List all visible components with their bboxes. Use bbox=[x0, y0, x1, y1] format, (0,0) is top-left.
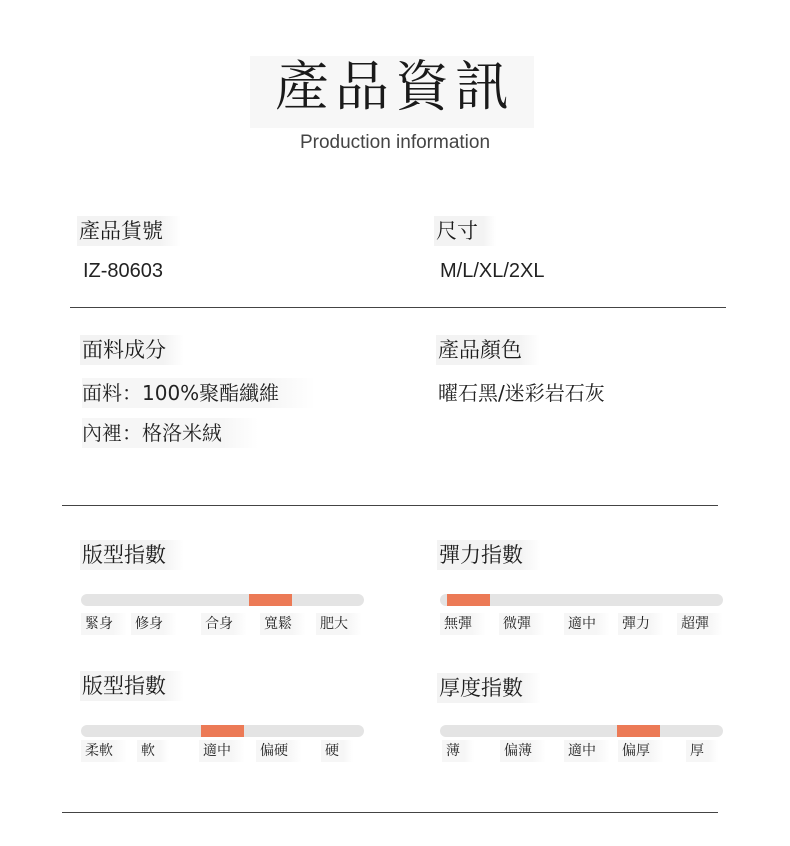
thickness-tick-2: 偏薄 bbox=[500, 740, 546, 762]
size-label: 尺寸 bbox=[434, 216, 496, 246]
thickness-index-track bbox=[440, 725, 723, 737]
softness-tick-5: 硬 bbox=[321, 740, 353, 762]
fit-tick-3: 合身 bbox=[201, 613, 247, 635]
elasticity-index-track bbox=[440, 594, 723, 606]
elasticity-tick-4: 彈力 bbox=[618, 613, 664, 635]
softness-index-fill bbox=[201, 725, 244, 737]
elasticity-tick-1: 無彈 bbox=[440, 613, 486, 635]
thickness-index-title: 厚度指數 bbox=[437, 673, 541, 703]
color-value: 曜石黑/迷彩岩石灰 bbox=[438, 381, 605, 405]
sku-value: IZ-80603 bbox=[83, 260, 164, 282]
softness-index-track bbox=[81, 725, 364, 737]
elasticity-index-title: 彈力指數 bbox=[437, 540, 541, 570]
page-title: 產品資訊 bbox=[275, 55, 515, 118]
softness-tick-2: 軟 bbox=[137, 740, 169, 762]
softness-tick-1: 柔軟 bbox=[81, 740, 127, 762]
elasticity-tick-3: 適中 bbox=[564, 613, 610, 635]
fit-index-title: 版型指數 bbox=[80, 540, 184, 570]
fit-index-scale bbox=[81, 613, 364, 637]
softness-index-title: 版型指數 bbox=[80, 671, 184, 701]
thickness-index-scale bbox=[440, 740, 723, 764]
fit-index-track bbox=[81, 594, 364, 606]
elasticity-tick-5: 超彈 bbox=[677, 613, 723, 635]
softness-tick-3: 適中 bbox=[199, 740, 245, 762]
page-subtitle: Production information bbox=[299, 132, 491, 153]
fit-tick-1: 緊身 bbox=[81, 613, 127, 635]
sku-label: 產品貨號 bbox=[77, 216, 181, 246]
thickness-index-fill bbox=[617, 725, 660, 737]
divider bbox=[62, 505, 718, 506]
softness-index-scale bbox=[81, 740, 364, 764]
fit-index-fill bbox=[249, 594, 292, 606]
thickness-tick-5: 厚 bbox=[686, 740, 718, 762]
material-line-fabric: 面料：100%聚酯纖維 bbox=[82, 378, 315, 408]
elasticity-tick-2: 微彈 bbox=[499, 613, 545, 635]
fit-tick-5: 肥大 bbox=[316, 613, 362, 635]
fit-tick-4: 寬鬆 bbox=[260, 613, 306, 635]
divider bbox=[62, 812, 718, 813]
color-label: 產品顏色 bbox=[436, 335, 540, 365]
size-value: M/L/XL/2XL bbox=[440, 260, 545, 282]
elasticity-index-scale bbox=[440, 613, 723, 637]
thickness-tick-1: 薄 bbox=[442, 740, 474, 762]
thickness-tick-4: 偏厚 bbox=[618, 740, 664, 762]
divider bbox=[70, 307, 726, 308]
elasticity-index-fill bbox=[447, 594, 490, 606]
fit-tick-2: 修身 bbox=[131, 613, 177, 635]
softness-tick-4: 偏硬 bbox=[256, 740, 302, 762]
material-line-lining: 內裡：格洛米絨 bbox=[82, 418, 258, 448]
material-label: 面料成分 bbox=[80, 335, 184, 365]
thickness-tick-3: 適中 bbox=[564, 740, 610, 762]
